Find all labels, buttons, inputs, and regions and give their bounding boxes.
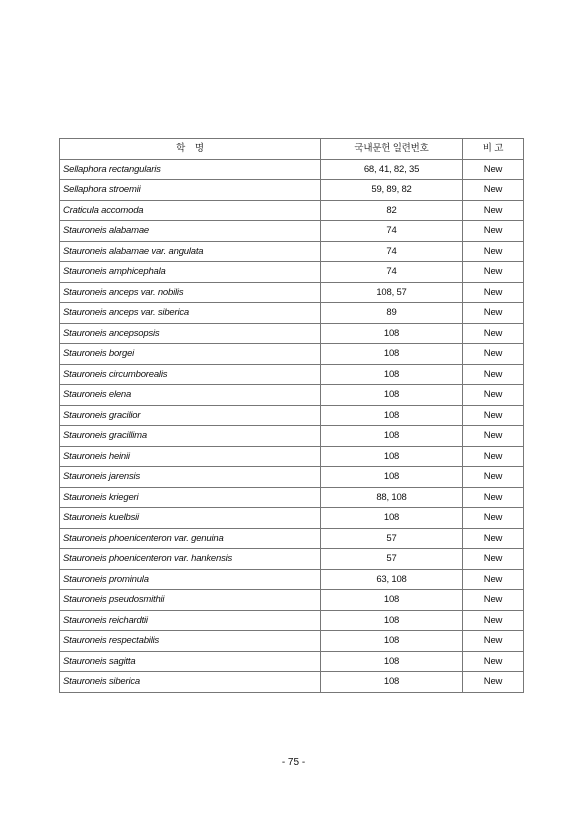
table-row [60,241,524,262]
reference-numbers-cell: 108, 57 [321,282,463,303]
table-row [60,364,524,385]
reference-numbers-cell: 108 [321,610,463,631]
species-name-cell: Stauroneis siberica [60,672,321,693]
remarks-cell: New [463,508,524,529]
species-name-cell: Stauroneis circumborealis [60,364,321,385]
species-name-cell: Stauroneis pseudosmithii [60,590,321,611]
remarks-cell: New [463,610,524,631]
reference-numbers-cell: 74 [321,221,463,242]
species-name-cell: Stauroneis gracilior [60,405,321,426]
remarks-cell: New [463,672,524,693]
reference-numbers-cell: 108 [321,651,463,672]
reference-numbers-cell: 108 [321,364,463,385]
remarks-cell: New [463,549,524,570]
remarks-cell: New [463,180,524,201]
remarks-cell: New [463,344,524,365]
reference-numbers-cell: 74 [321,241,463,262]
header-remarks: 비 고 [463,139,524,160]
species-name-cell: Stauroneis jarensis [60,467,321,488]
species-name-cell: Stauroneis phoenicenteron var. hankensis [60,549,321,570]
remarks-cell: New [463,590,524,611]
table-row [60,221,524,242]
table-row [60,508,524,529]
species-name-cell: Sellaphora stroemii [60,180,321,201]
table-row [60,426,524,447]
remarks-cell: New [463,282,524,303]
table-body [60,159,524,692]
table-row [60,610,524,631]
page-number: - 75 - [281,757,306,768]
remarks-cell: New [463,467,524,488]
reference-numbers-cell: 108 [321,405,463,426]
species-name-cell: Stauroneis heinii [60,446,321,467]
remarks-cell: New [463,446,524,467]
remarks-cell: New [463,159,524,180]
reference-numbers-cell: 59, 89, 82 [321,180,463,201]
table-row [60,590,524,611]
species-name-cell: Stauroneis elena [60,385,321,406]
reference-numbers-cell: 108 [321,446,463,467]
reference-numbers-cell: 108 [321,426,463,447]
remarks-cell: New [463,364,524,385]
table-row [60,631,524,652]
species-name-cell: Craticula accomoda [60,200,321,221]
reference-numbers-cell: 57 [321,549,463,570]
species-name-cell: Stauroneis anceps var. nobilis [60,282,321,303]
table-row [60,446,524,467]
species-table [59,138,524,693]
remarks-cell: New [463,241,524,262]
reference-numbers-cell: 108 [321,508,463,529]
remarks-cell: New [463,385,524,406]
table-row [60,159,524,180]
reference-numbers-cell: 63, 108 [321,569,463,590]
reference-numbers-cell: 82 [321,200,463,221]
species-name-cell: Stauroneis alabamae var. angulata [60,241,321,262]
reference-numbers-cell: 108 [321,323,463,344]
remarks-cell: New [463,221,524,242]
species-name-cell: Stauroneis kuelbsii [60,508,321,529]
species-name-cell: Stauroneis prominula [60,569,321,590]
remarks-cell: New [463,426,524,447]
species-name-cell: Stauroneis ancepsopsis [60,323,321,344]
table-row [60,344,524,365]
species-name-cell: Stauroneis kriegeri [60,487,321,508]
species-name-cell: Stauroneis phoenicenteron var. genuina [60,528,321,549]
reference-numbers-cell: 74 [321,262,463,283]
reference-numbers-cell: 88, 108 [321,487,463,508]
reference-numbers-cell: 108 [321,631,463,652]
remarks-cell: New [463,303,524,324]
table-row [60,651,524,672]
remarks-cell: New [463,200,524,221]
remarks-cell: New [463,569,524,590]
species-name-cell: Sellaphora rectangularis [60,159,321,180]
species-name-cell: Stauroneis reichardtii [60,610,321,631]
reference-numbers-cell: 89 [321,303,463,324]
remarks-cell: New [463,262,524,283]
reference-numbers-cell: 108 [321,672,463,693]
table-row [60,282,524,303]
reference-numbers-cell: 57 [321,528,463,549]
species-name-cell: Stauroneis borgei [60,344,321,365]
reference-numbers-cell: 68, 41, 82, 35 [321,159,463,180]
remarks-cell: New [463,323,524,344]
reference-numbers-cell: 108 [321,385,463,406]
remarks-cell: New [463,487,524,508]
table-row [60,262,524,283]
table-row [60,487,524,508]
species-name-cell: Stauroneis respectabilis [60,631,321,652]
table-row [60,200,524,221]
table-row [60,549,524,570]
species-name-cell: Stauroneis sagitta [60,651,321,672]
species-name-cell: Stauroneis gracillima [60,426,321,447]
reference-numbers-cell: 108 [321,467,463,488]
table-row [60,303,524,324]
table-row [60,467,524,488]
table-header-row [60,139,524,160]
table-row [60,180,524,201]
table-row [60,323,524,344]
species-name-cell: Stauroneis amphicephala [60,262,321,283]
species-name-cell: Stauroneis alabamae [60,221,321,242]
header-reference-numbers: 국내문헌 일련번호 [321,139,463,160]
species-name-cell: Stauroneis anceps var. siberica [60,303,321,324]
table-row [60,528,524,549]
remarks-cell: New [463,631,524,652]
remarks-cell: New [463,405,524,426]
table-row [60,672,524,693]
table-row [60,569,524,590]
table-row [60,385,524,406]
reference-numbers-cell: 108 [321,590,463,611]
table-row [60,405,524,426]
remarks-cell: New [463,528,524,549]
remarks-cell: New [463,651,524,672]
header-scientific-name: 학 명 [60,139,321,160]
reference-numbers-cell: 108 [321,344,463,365]
